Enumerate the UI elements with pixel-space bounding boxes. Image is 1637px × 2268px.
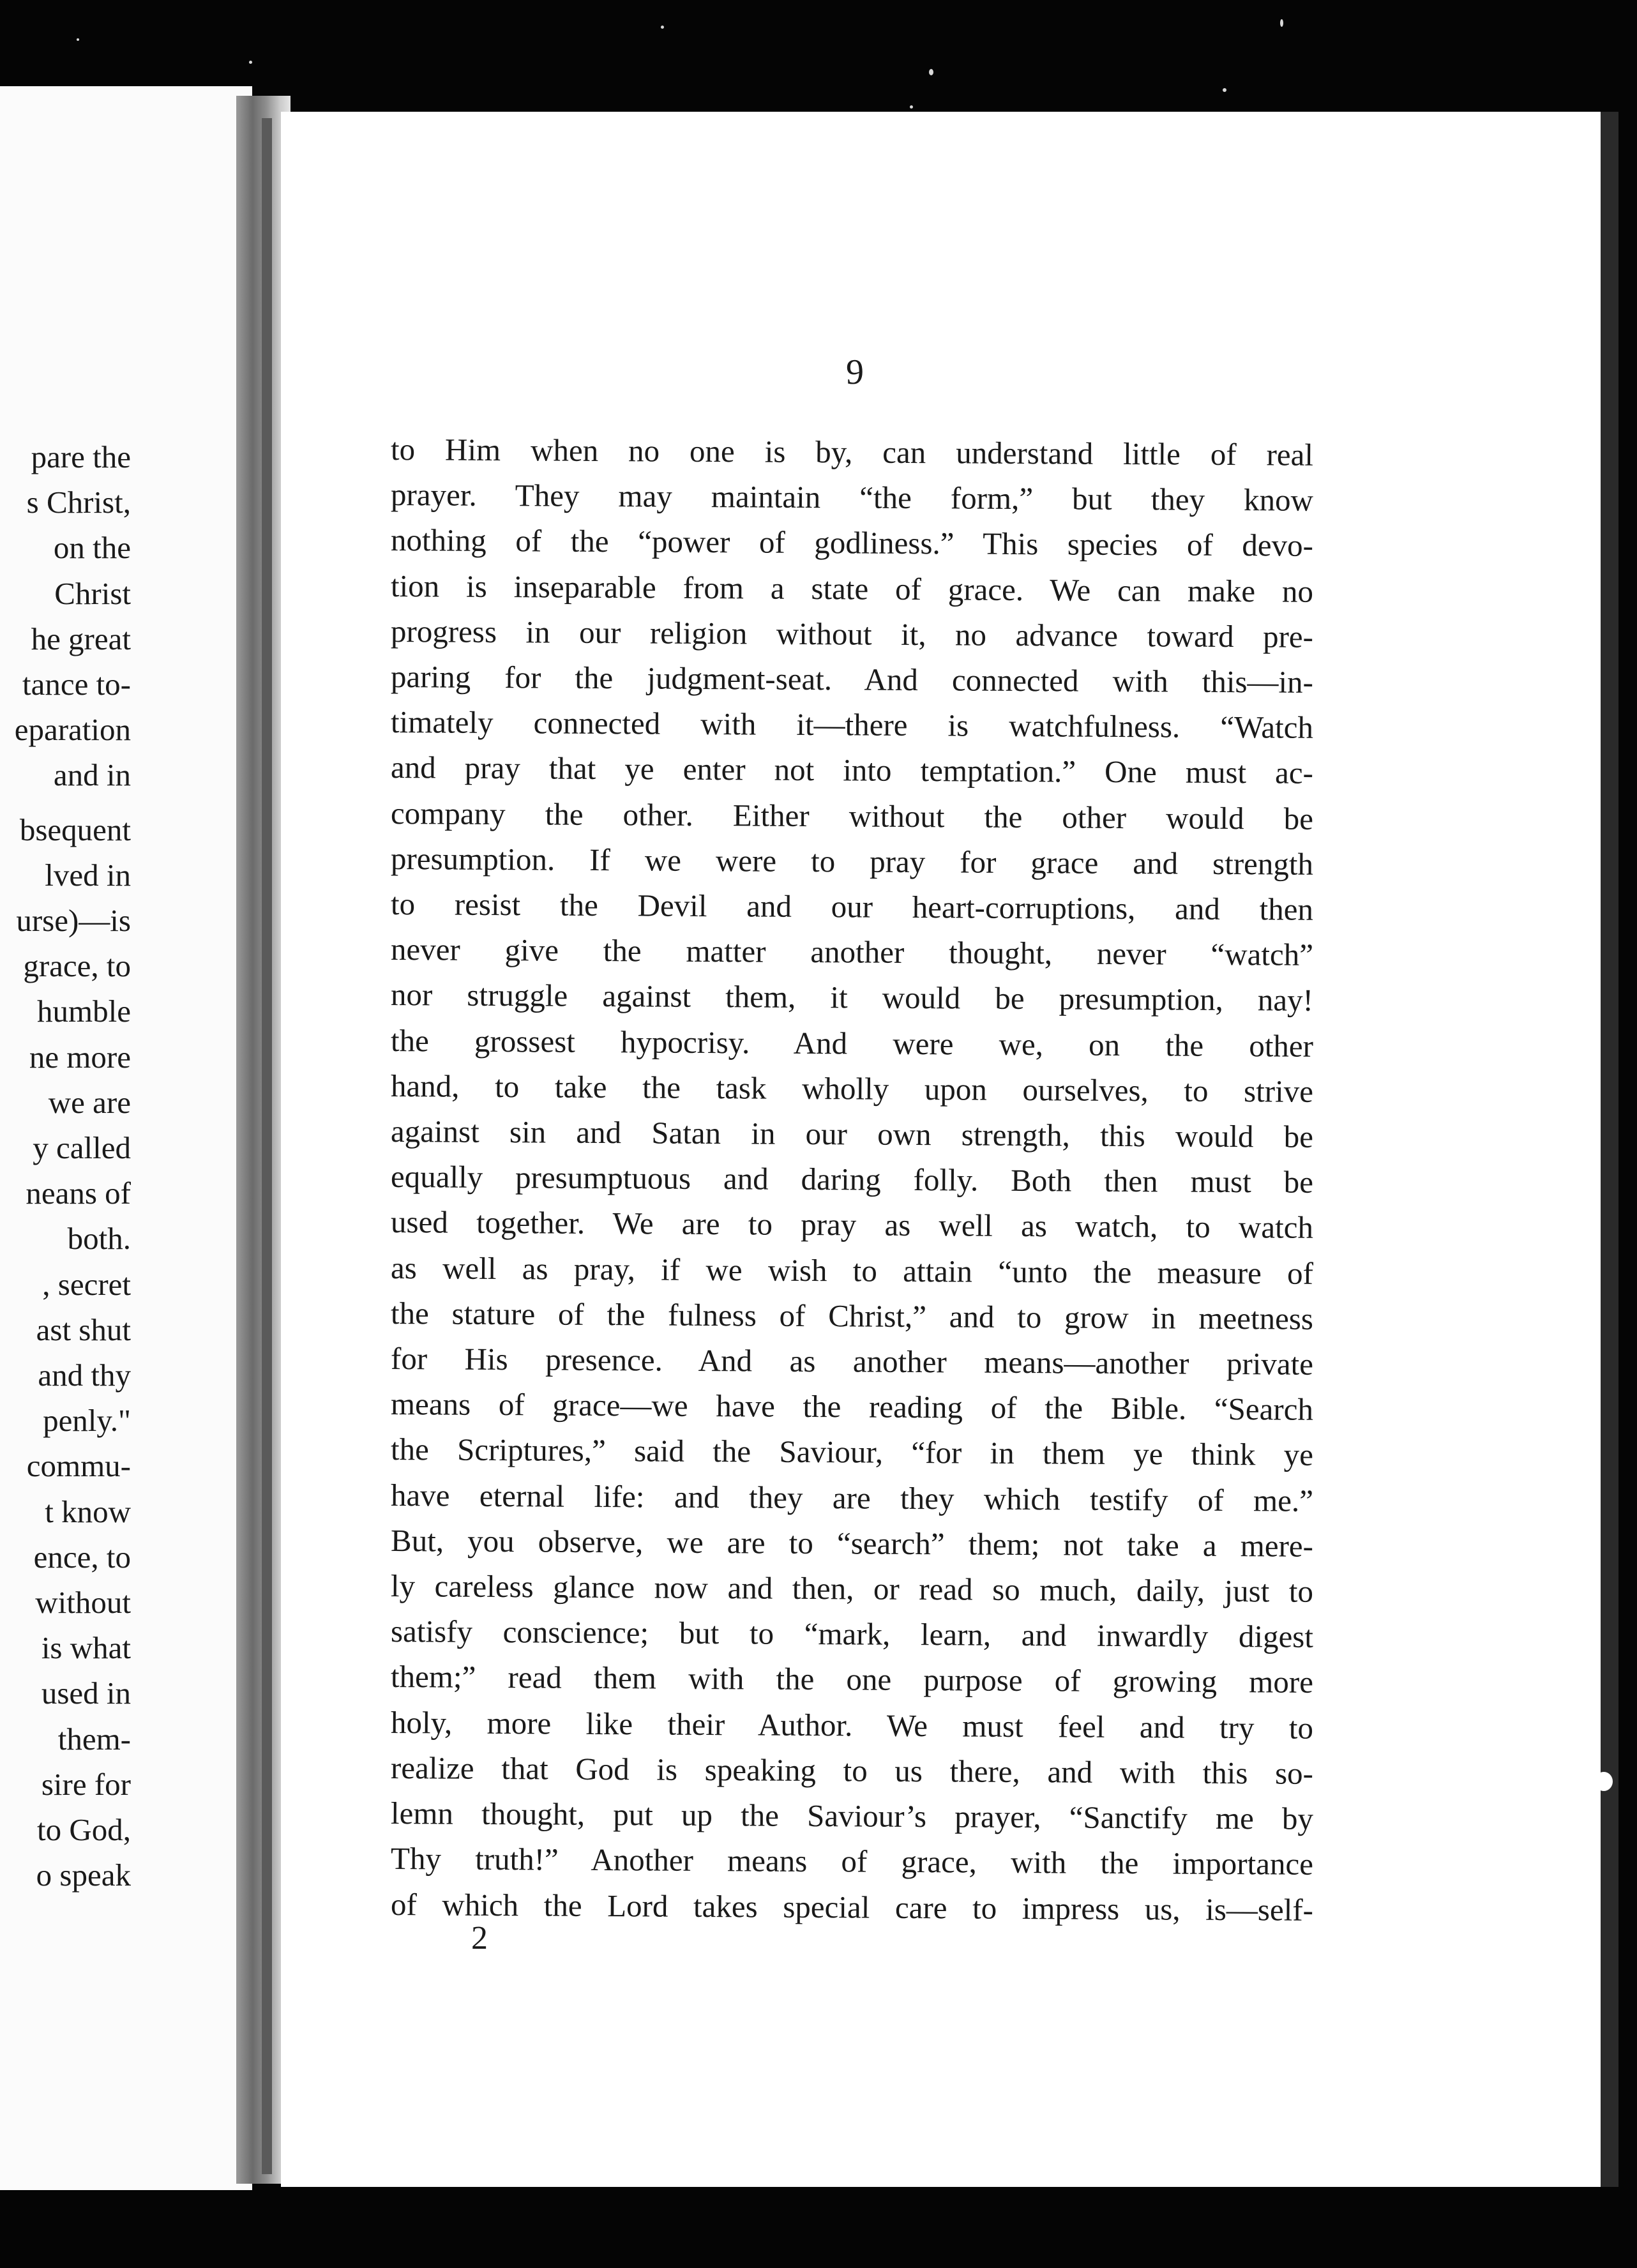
facing-page-line: o speak — [36, 1857, 131, 1893]
text-line: the Scriptures,” said the Saviour, “for in them ye think ye — [390, 1432, 1314, 1473]
facing-page-line: , secret — [42, 1266, 131, 1302]
facing-page-line: both. — [67, 1221, 131, 1257]
scan-speck — [910, 105, 913, 109]
facing-page-line: s Christ, — [26, 485, 131, 520]
text-line: hand, to take the task wholly upon ourselves, to strive — [390, 1068, 1314, 1109]
text-line: means of grace—we have the reading of the Bible. “Search — [390, 1386, 1314, 1428]
text-line: But, you observe, we are to “search” them; not take a mere- — [390, 1522, 1314, 1564]
facing-page-line: neans of — [26, 1176, 131, 1211]
text-line: nor struggle against them, it would be presumption, nay! — [390, 977, 1314, 1018]
scan-speck — [929, 69, 933, 75]
facing-page-line: urse)—is — [16, 903, 131, 939]
text-line: paring for the judgment-seat. And connected with this—in- — [390, 659, 1314, 700]
text-line: satisfy conscience; but to “mark, learn, and inwardly digest — [390, 1614, 1314, 1655]
text-line: the stature of the fulness of Christ,” and to grow in meetness — [390, 1295, 1314, 1336]
text-line: tion is inseparable from a state of grace. We can make no — [390, 568, 1314, 609]
text-line: used together. We are to pray as well as watch, to watch — [390, 1204, 1314, 1246]
text-line: of which the Lord takes special care to impress us, is—self- — [390, 1886, 1314, 1928]
facing-page-line: y called — [33, 1130, 131, 1166]
page-body-text — [391, 427, 1313, 1927]
text-line: them;” read them with the one purpose of growing more — [390, 1659, 1314, 1700]
facing-page-line: used in — [41, 1675, 131, 1711]
signature-mark: 2 — [471, 1920, 488, 1956]
scan-speck — [249, 61, 252, 64]
facing-page-text — [15, 434, 131, 1898]
text-line: holy, more like their Author. We must feel and try to — [390, 1704, 1314, 1746]
facing-page-line: without — [35, 1585, 131, 1621]
facing-page — [0, 86, 252, 2190]
facing-page-line: to God, — [37, 1812, 131, 1848]
text-line: and pray that ye enter not into temptation.” One must ac- — [390, 750, 1314, 791]
facing-page-line: we are — [48, 1084, 131, 1120]
scan-speck — [1223, 88, 1226, 92]
text-line: timately connected with it—there is watchfulness. “Watch — [390, 704, 1314, 746]
facing-page-line: pare the — [31, 439, 131, 474]
text-line: to Him when no one is by, can understand little of real — [390, 432, 1314, 472]
facing-page-line: humble — [37, 994, 131, 1029]
facing-page-line: sire for — [41, 1766, 131, 1802]
scan-speck — [661, 26, 664, 29]
facing-page-line: tance to- — [22, 667, 131, 702]
facing-page-line: is what — [41, 1630, 131, 1666]
facing-page-line: and thy — [38, 1357, 131, 1393]
scan-speck — [1280, 19, 1283, 27]
text-line: nothing of the “power of godliness.” This species of devo- — [390, 522, 1314, 564]
text-line: ly careless glance now and then, or read so much, daily, just to — [390, 1568, 1314, 1609]
text-line: realize that God is speaking to us there, and with this so- — [390, 1750, 1314, 1791]
facing-page-line: ence, to — [33, 1539, 131, 1575]
text-line: to resist the Devil and our heart-corruptions, and then — [390, 886, 1314, 927]
binding-hole — [1595, 1772, 1613, 1791]
text-line: for His presence. And as another means—another private — [390, 1341, 1314, 1382]
facing-page-line: bsequent — [19, 812, 131, 847]
text-line: as well as pray, if we wish to attain “unto the measure of — [390, 1250, 1314, 1291]
text-line: Thy truth!” Another means of grace, with the importance — [390, 1841, 1314, 1882]
page-number: 9 — [846, 352, 864, 392]
facing-page-line: eparation — [14, 712, 131, 748]
facing-page-line: grace, to — [23, 948, 131, 984]
facing-page-line: ast shut — [36, 1312, 131, 1347]
text-line: equally presumptuous and daring folly. Both then must be — [390, 1159, 1314, 1200]
facing-page-line: Christ — [54, 575, 131, 611]
facing-page-line: them- — [57, 1721, 131, 1757]
facing-page-line: and in — [53, 757, 131, 793]
facing-page-line: t know — [45, 1493, 131, 1529]
text-line: the grossest hypocrisy. And were we, on the other — [390, 1022, 1314, 1064]
text-line: prayer. They may maintain “the form,” but they know — [390, 477, 1314, 518]
facing-page-line: ne more — [29, 1039, 131, 1075]
text-line: presumption. If we were to pray for grace and strength — [390, 840, 1314, 882]
facing-page-line: on the — [53, 530, 131, 566]
text-line: against sin and Satan in our own strength, this would be — [390, 1114, 1314, 1154]
facing-page-line: lved in — [45, 857, 131, 893]
gutter-shadow — [262, 118, 272, 2174]
text-line: lemn thought, put up the Saviour’s prayer, “Sanctify me by — [390, 1796, 1314, 1836]
facing-page-line: commu- — [26, 1448, 131, 1484]
text-line: never give the matter another thought, never “watch” — [390, 932, 1314, 973]
text-line: company the other. Either without the other would be — [390, 795, 1314, 836]
scan-speck — [77, 38, 79, 41]
text-line: progress in our religion without it, no advance toward pre- — [390, 613, 1314, 654]
text-line: have eternal life: and they are they which testify of me.” — [390, 1477, 1314, 1518]
facing-page-line: penly." — [43, 1403, 131, 1439]
facing-page-line: he great — [31, 621, 131, 656]
